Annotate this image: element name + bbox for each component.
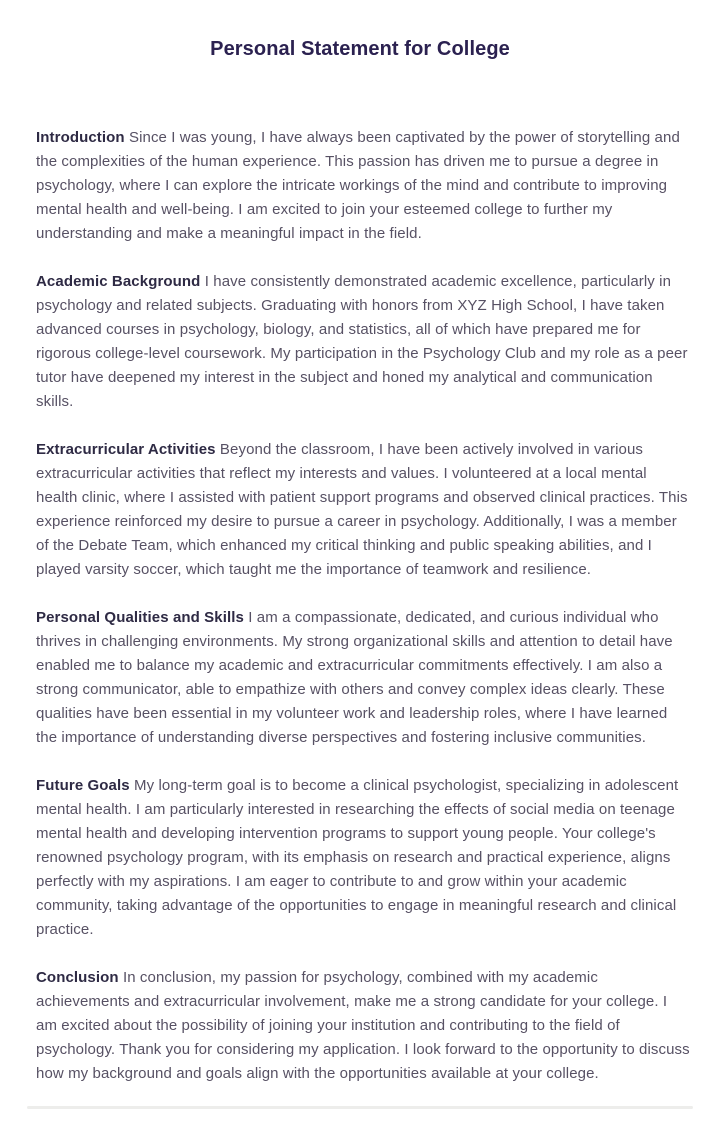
paragraph-text: Since I was young, I have always been captivated by the power of storytelling and the complexities of the human experience. This passion has driven me to pursue a degree in psychology, where I can explore the intricate workings of the mind and contribute to improving mental health and well-being. I am excited to join your esteemed college to further my understanding and make a meaningful impact in the field. [36,129,680,242]
paragraph-text: In conclusion, my passion for psychology, combined with my academic achievements and extracurricular involvement, make me a strong candidate for your college. I am excited about the possibility of joining your institution and contributing to the field of psychology. Thank you for considering my application. I look forward to the opportunity to discuss how my background and goals align with the opportunities available at your college. [36,969,690,1082]
paragraph-heading: Introduction [36,129,125,146]
paragraph-extracurricular-activities [36,438,690,582]
paragraph-conclusion [36,966,690,1086]
document-body [0,126,720,1086]
paragraph-text: I have consistently demonstrated academic excellence, particularly in psychology and related subjects. Graduating with honors from XYZ High School, I have taken advanced courses in psychology, biology, and statistics, all of which have prepared me for rigorous college-level coursework. My participation in the Psychology Club and my role as a peer tutor have deepened my interest in the subject and honed my analytical and communication skills. [36,273,688,410]
paragraph-introduction [36,126,690,246]
paragraph-text: Beyond the classroom, I have been actively involved in various extracurricular activities that reflect my interests and values. I volunteered at a local mental health clinic, where I assisted with patient support programs and observed clinical practices. This experience reinforced my desire to pursue a career in psychology. Additionally, I was a member of the Debate Team, which enhanced my critical thinking and public speaking abilities, and I played varsity soccer, which taught me the importance of teamwork and resilience. [36,441,688,578]
paragraph-heading: Personal Qualities and Skills [36,609,244,626]
paragraph-text: My long-term goal is to become a clinical psychologist, specializing in adolescent mental health. I am particularly interested in researching the effects of social media on teenage mental health and developing intervention programs to support young people. Your college's renowned psychology program, with its emphasis on research and practical experience, aligns perfectly with my aspirations. I am eager to contribute to and grow within your academic community, taking advantage of the opportunities to engage in meaningful research and clinical practice. [36,777,679,938]
bottom-divider [27,1106,693,1109]
paragraph-personal-qualities [36,606,690,750]
paragraph-future-goals [36,774,690,942]
paragraph-academic-background [36,270,690,414]
page-title: Personal Statement for College [210,38,510,60]
paragraph-heading: Future Goals [36,777,130,794]
paragraph-heading: Extracurricular Activities [36,441,216,458]
paragraph-heading: Conclusion [36,969,119,986]
paragraph-heading: Academic Background [36,273,201,290]
paragraph-text: I am a compassionate, dedicated, and curious individual who thrives in challenging environments. My strong organizational skills and attention to detail have enabled me to balance my academic and extracurricular commitments effectively. I am also a strong communicator, able to empathize with others and convey complex ideas clearly. These qualities have been essential in my volunteer work and leadership roles, where I have learned the importance of understanding diverse perspectives and fostering inclusive communities. [36,609,673,746]
